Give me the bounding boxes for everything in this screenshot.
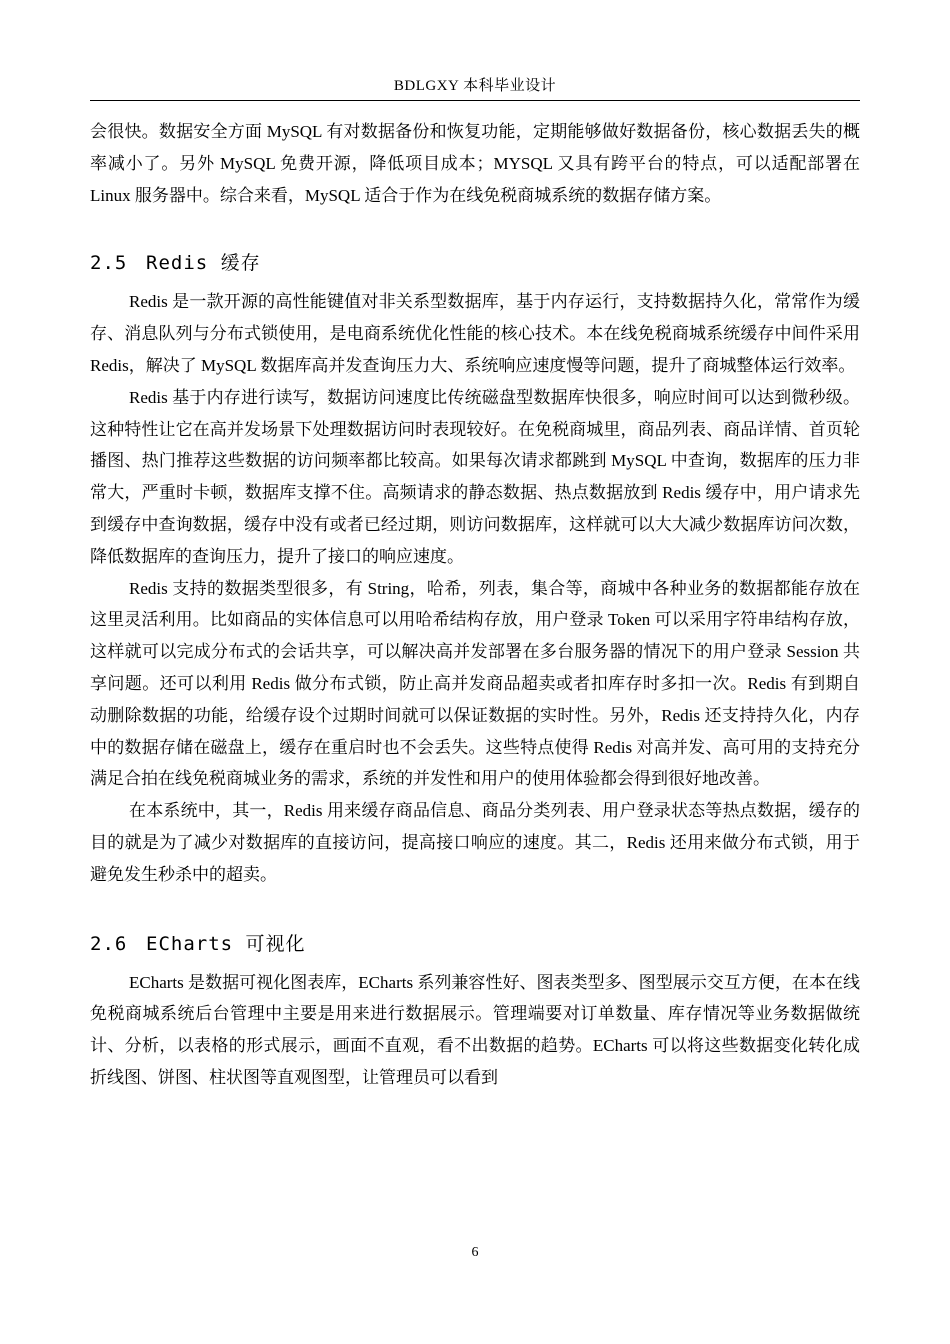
section-heading-2-6 bbox=[90, 931, 860, 957]
page-number: 6 bbox=[471, 1245, 479, 1260]
paragraph: Redis 基于内存进行读写，数据访问速度比传统磁盘型数据库快很多，响应时间可以达到微秒级。这种特性让它在高并发场景下处理数据访问时表现较好。在免税商城里，商品列表、商品详情、首页轮播图、热门推荐这些数据的访问频率都比较高。如果每次请求都跳到 MySQL 中查询，数据库的压力非常大，严重时卡顿，数据库支撑不住。高频请求的静态数据、热点数据放到 Redis 缓存中，用户请求先到缓存中查询数据，缓存中没有或者已经过期，则访问数据库，这样就可以大大减少数据库访问次数，降低数据库的查询压力，提升了接口的响应速度。 bbox=[90, 387, 860, 566]
section-heading-2-5 bbox=[90, 250, 860, 276]
section-title: ECharts 可视化 bbox=[146, 932, 306, 955]
body-text bbox=[90, 116, 860, 1094]
paragraph-continuation: 会很快。数据安全方面 MySQL 有对数据备份和恢复功能，定期能够做好数据备份，核心数据丢失的概率减小了。另外 MySQL 免费开源，降低项目成本；MYSQL 又具有跨平台的特点，可以适配部署在 Linux 服务器中。综合来看，MySQL 适合于作为在线免税商城系统的数据存储方案。 bbox=[90, 122, 860, 205]
paragraph: 在本系统中，其一，Redis 用来缓存商品信息、商品分类列表、用户登录状态等热点数据，缓存的目的就是为了减少对数据库的直接访问，提高接口响应的速度。其二，Redis 还用来做分布式锁，用于避免发生秒杀中的超卖。 bbox=[90, 801, 860, 884]
section-number: 2.6 bbox=[90, 932, 128, 955]
running-header: BDLGXY 本科毕业设计 bbox=[393, 78, 557, 94]
paragraph: Redis 支持的数据类型很多，有 String，哈希，列表，集合等，商城中各种业务的数据都能存放在这里灵活利用。比如商品的实体信息可以用哈希结构存放，用户登录 Token 可以采用字符串结构存放，这样就可以完成分布式的会话共享，可以解决高并发部署在多台服务器的情况下的用户登录 Session 共享问题。还可以利用 Redis 做分布式锁，防止高并发商品超卖或者扣库存时多扣一次。Redis 有到期自动删除数据的功能，给缓存设个过期时间就可以保证数据的实时性。另外，Redis 还支持持久化，内存中的数据存储在磁盘上，缓存在重启时也不会丢失。这些特点使得 Redis 对高并发、高可用的支持充分满足合拍在线免税商城业务的需求，系统的并发性和用户的使用体验都会得到很好地改善。 bbox=[90, 578, 860, 789]
paragraph: ECharts 是数据可视化图表库，ECharts 系列兼容性好、图表类型多、图型展示交互方便，在本在线免税商城系统后台管理中主要是用来进行数据展示。管理端要对订单数量、库存情况等业务数据做统计、分析，以表格的形式展示，画面不直观，看不出数据的趋势。ECharts 可以将这些数据变化转化成折线图、饼图、柱状图等直观图型，让管理员可以看到 bbox=[90, 972, 860, 1087]
paragraph: Redis 是一款开源的高性能键值对非关系型数据库，基于内存运行，支持数据持久化，常常作为缓存、消息队列与分布式锁使用，是电商系统优化性能的核心技术。本在线免税商城系统缓存中间件采用 Redis，解决了 MySQL 数据库高并发查询压力大、系统响应速度慢等问题，提升了商城整体运行效率。 bbox=[90, 292, 860, 375]
header-rule bbox=[90, 100, 860, 101]
section-number: 2.5 bbox=[90, 252, 128, 275]
section-title: Redis 缓存 bbox=[146, 252, 261, 275]
